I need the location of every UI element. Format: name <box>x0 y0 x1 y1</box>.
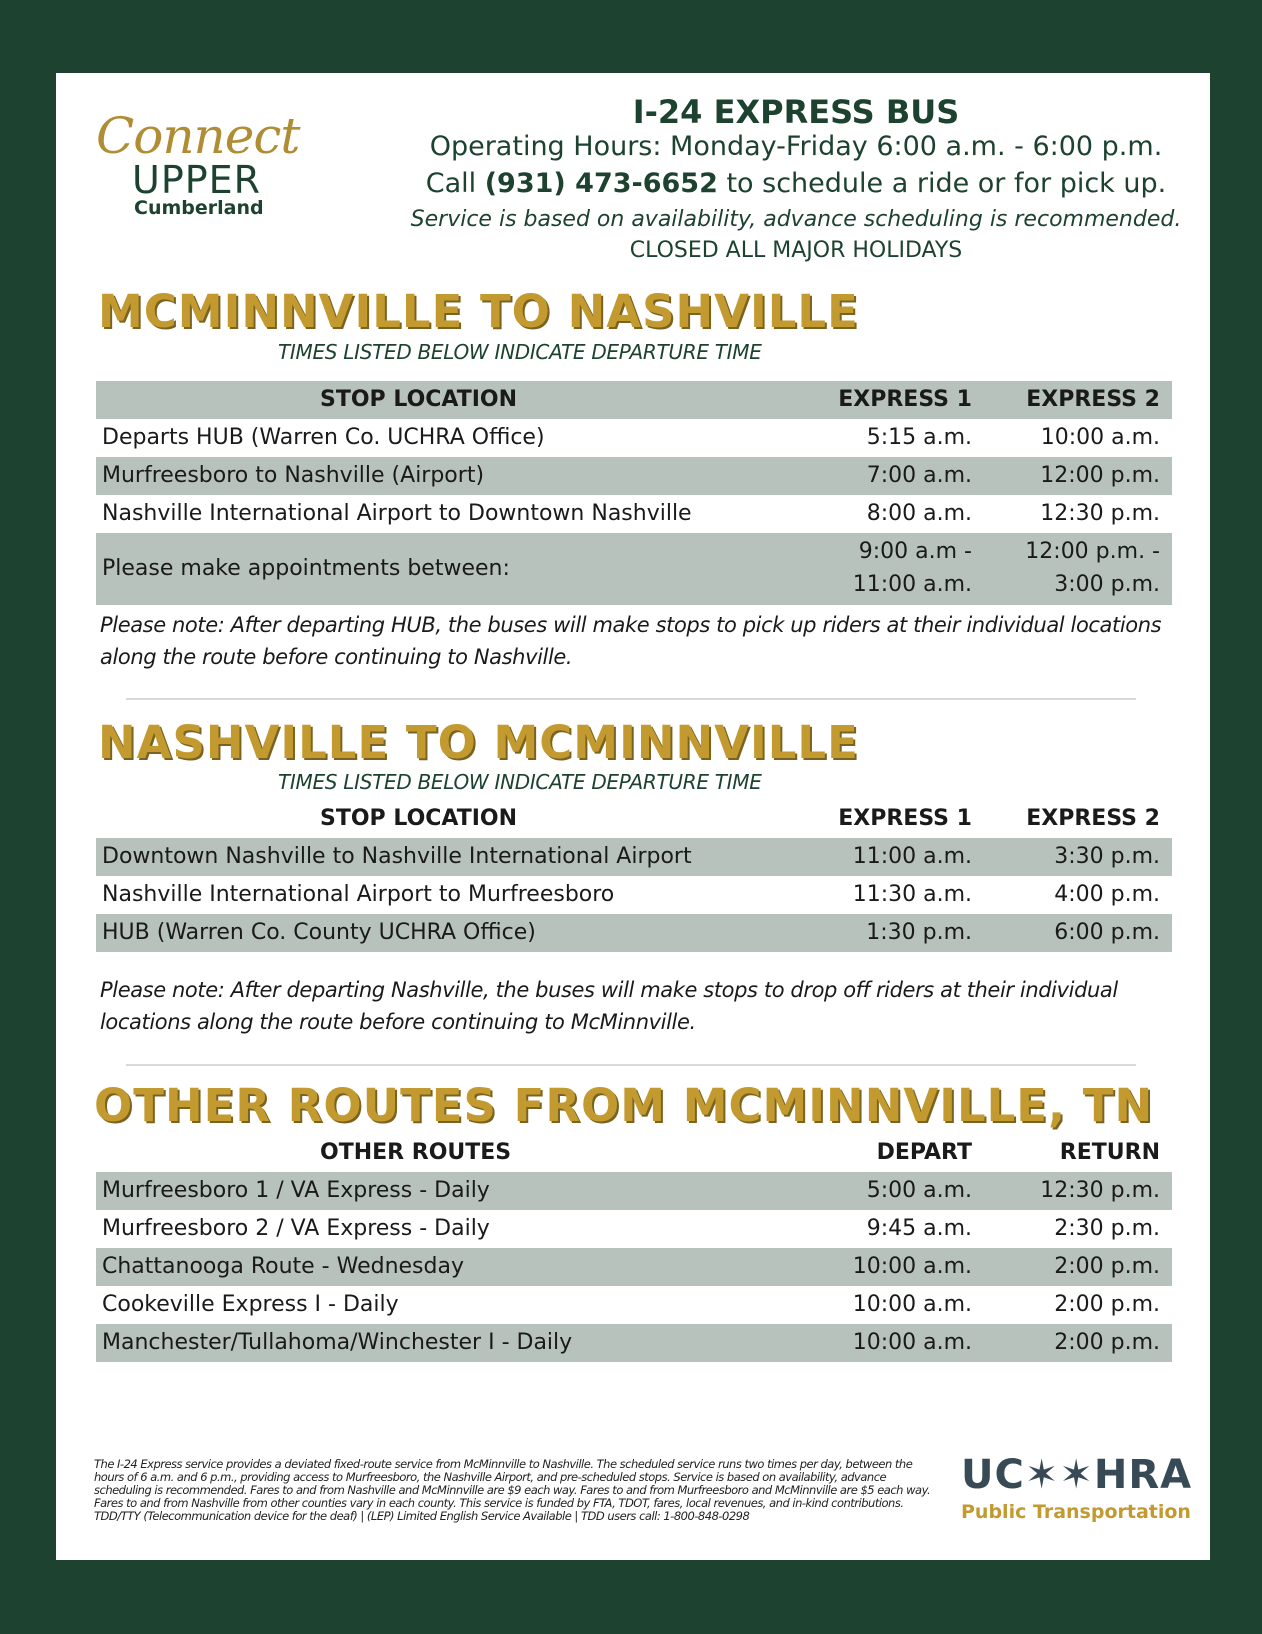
header-express-2: EXPRESS 2 <box>1026 387 1160 412</box>
page-title: I-24 EXPRESS BUS <box>632 93 960 131</box>
return-time: 12:30 p.m. <box>1040 1178 1160 1203</box>
table-row <box>96 457 1172 495</box>
header-depart: DEPART <box>876 1140 972 1165</box>
logo-connect: Connect <box>96 107 300 165</box>
express-1-time: 8:00 a.m. <box>866 501 972 526</box>
return-time: 2:00 p.m. <box>1054 1254 1160 1279</box>
express-2-time: 3:30 p.m. <box>1054 844 1160 869</box>
schedule-table-mcminnville-to-nashville <box>96 381 1172 605</box>
availability-note: Service is based on availability, advance scheduling is recommended. <box>410 207 1182 232</box>
route-name: Cookeville Express I - Daily <box>102 1292 399 1317</box>
return-time: 2:30 p.m. <box>1054 1216 1160 1241</box>
express-2-time: 12:00 p.m. <box>1040 463 1160 488</box>
appointment-label: Please make appointments between: <box>102 556 510 581</box>
header-stop-location: STOP LOCATION <box>320 387 518 412</box>
depart-time: 9:45 a.m. <box>866 1216 972 1241</box>
table-header-row <box>96 800 1172 838</box>
table-row <box>96 1286 1172 1324</box>
header-stop-location: STOP LOCATION <box>320 806 518 831</box>
stop-location: Departs HUB (Warren Co. UCHRA Office) <box>102 425 545 450</box>
stop-location: Nashville International Airport to Downtown Nashville <box>102 501 692 526</box>
return-time: 2:00 p.m. <box>1054 1292 1160 1317</box>
table-row <box>96 1172 1172 1210</box>
express-1-time: 7:00 a.m. <box>866 463 972 488</box>
divider <box>126 698 1136 700</box>
service-description: The I-24 Express service provides a deviated fixed-route service from McMinnville to Nashville. The scheduled service runs two times per day, between the hours of 6 a.m. and 6 p.m., providing access to Murfreesboro, the Nashville Airport, and pre-scheduled stops. Service is based on availability, advance scheduling is recommended. Fares to and from Nashville and McMinnville are $9 each way. Fares to and from Murfreesboro and McMinnville are $5 each way. Fares to and from Nashville from other counties vary in each county. This service is funded by FTA, TDOT, fares, local revenues, and in-kind contributions. TDD/TTY (Telecommunication device for the deaf) | (LEP) Limited English Service Available | TDD users call: 1-800-848-0298 <box>94 1457 931 1523</box>
depart-time: 10:00 a.m. <box>852 1330 972 1355</box>
stop-location: Murfreesboro to Nashville (Airport) <box>102 463 485 488</box>
logo-cumberland: Cumberland <box>134 197 264 219</box>
stop-location: Downtown Nashville to Nashville International Airport <box>102 844 692 869</box>
section-title-mcminnville-to-nashville: MCMINNVILLE TO NASHVILLE <box>98 285 859 338</box>
table-row <box>96 1324 1172 1362</box>
table-row <box>96 419 1172 457</box>
header-express-1: EXPRESS 1 <box>838 806 972 831</box>
logo-upper: UPPER <box>132 158 262 202</box>
section2-subtitle: TIMES LISTED BELOW INDICATE DEPARTURE TIME <box>278 770 762 794</box>
appt-e1-start: 9:00 a.m - <box>858 539 972 564</box>
stop-location: Nashville International Airport to Murfreesboro <box>102 882 615 907</box>
express-2-time: 6:00 p.m. <box>1054 920 1160 945</box>
table-row <box>96 914 1172 952</box>
depart-time: 10:00 a.m. <box>852 1254 972 1279</box>
call-line <box>326 168 1262 199</box>
divider <box>126 1064 1136 1066</box>
appt-e1-end: 11:00 a.m. <box>852 572 972 597</box>
route-name: Murfreesboro 2 / VA Express - Daily <box>102 1216 490 1241</box>
phone-number[interactable]: (931) 473-6652 <box>484 168 718 199</box>
express-2-time: 12:30 p.m. <box>1040 501 1160 526</box>
section-title-nashville-to-mcminnville: NASHVILLE TO MCMINNVILLE <box>98 716 859 769</box>
express-1-time: 1:30 p.m. <box>866 920 972 945</box>
table-row <box>96 876 1172 914</box>
section2-note: Please note: After departing Nashville, the buses will make stops to drop off riders at their individual locations along the route before continuing to McMinnville. <box>100 978 1118 1034</box>
table-header-row <box>96 1134 1172 1172</box>
express-1-time: 11:30 a.m. <box>852 882 972 907</box>
appointment-window-express-2 <box>1025 535 1160 601</box>
section-title-other-routes: OTHER ROUTES FROM MCMINNVILLE, TN <box>94 1079 1154 1132</box>
uchra-logo <box>961 1452 1193 1523</box>
section1-subtitle: TIMES LISTED BELOW INDICATE DEPARTURE TIME <box>278 340 762 364</box>
call-pre: Call <box>425 168 485 199</box>
uchra-wordmark: UC✶✶HRA <box>961 1452 1193 1498</box>
depart-time: 10:00 a.m. <box>852 1292 972 1317</box>
header-express-2: EXPRESS 2 <box>1026 806 1160 831</box>
header-other-routes: OTHER ROUTES <box>320 1140 512 1165</box>
table-row <box>96 495 1172 533</box>
return-time: 2:00 p.m. <box>1054 1330 1160 1355</box>
public-transportation-label: Public Transportation <box>961 1501 1191 1523</box>
section1-note: Please note: After departing HUB, the buses will make stops to pick up riders at their individual locations along the route before continuing to Nashville. <box>100 613 1162 669</box>
operating-hours: Operating Hours: Monday-Friday 6:00 a.m. - 6:00 p.m. <box>429 131 1163 162</box>
header-express-1: EXPRESS 1 <box>838 387 972 412</box>
table-header-row <box>96 381 1172 419</box>
depart-time: 5:00 a.m. <box>866 1178 972 1203</box>
flyer-page <box>56 73 1210 1560</box>
express-1-time: 5:15 a.m. <box>866 425 972 450</box>
holiday-note: CLOSED ALL MAJOR HOLIDAYS <box>629 238 963 263</box>
appt-e2-start: 12:00 p.m. - <box>1025 539 1160 564</box>
appt-e2-end: 3:00 p.m. <box>1054 572 1160 597</box>
stop-location: HUB (Warren Co. County UCHRA Office) <box>102 920 536 945</box>
table-row <box>96 838 1172 876</box>
table-row <box>96 1210 1172 1248</box>
other-routes-table <box>96 1134 1172 1362</box>
call-post: to schedule a ride or for pick up. <box>717 168 1167 199</box>
table-row <box>96 1248 1172 1286</box>
route-name: Murfreesboro 1 / VA Express - Daily <box>102 1178 490 1203</box>
express-2-time: 4:00 p.m. <box>1054 882 1160 907</box>
connect-upper-cumberland-logo <box>96 103 300 223</box>
express-1-time: 11:00 a.m. <box>852 844 972 869</box>
appointment-window-express-1 <box>853 535 972 601</box>
route-name: Manchester/Tullahoma/Winchester I - Daily <box>102 1330 573 1355</box>
express-2-time: 10:00 a.m. <box>1040 425 1160 450</box>
header-return: RETURN <box>1059 1140 1160 1165</box>
route-name: Chattanooga Route - Wednesday <box>102 1254 464 1279</box>
schedule-table-nashville-to-mcminnville <box>96 800 1172 952</box>
appointment-row <box>96 533 1172 605</box>
